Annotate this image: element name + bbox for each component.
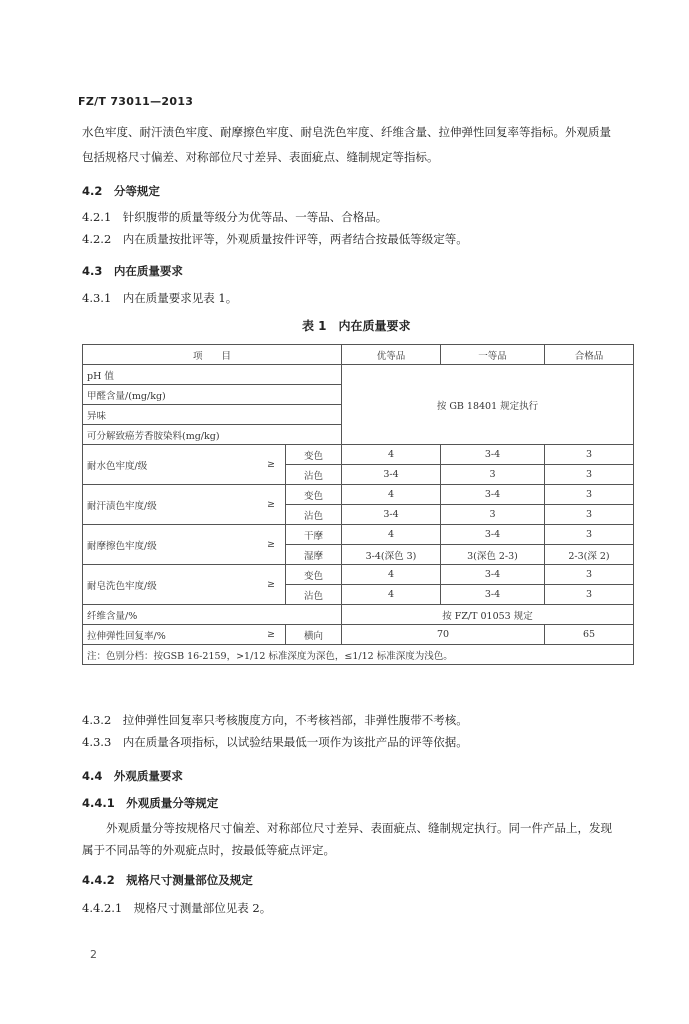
value-cell: 2-3(深 2) (545, 545, 634, 565)
clause-number: 4.3.3 (82, 735, 112, 749)
value-cell: 3 (545, 465, 634, 485)
intro-line-2: 包括规格尺寸偏差、对称部位尺寸差异、表面疵点、缝制规定等指标。 (82, 150, 439, 164)
value-cell: 3 (545, 565, 634, 585)
value-cell: 4 (342, 525, 441, 545)
row-label-soap: 耐皂洗色牢度/级 (83, 565, 257, 605)
section-4-3-heading (82, 263, 183, 279)
value-cell: 3 (545, 525, 634, 545)
clause-number: 4.2.2 (82, 232, 112, 246)
clause-4-2-2 (82, 231, 468, 247)
value-cell: 4 (342, 565, 441, 585)
table-row (83, 625, 634, 645)
sub-label: 变色 (285, 445, 341, 465)
clause-text: 拉伸弹性回复率只考核腹度方向，不考核裆部，非弹性腹带不考核。 (122, 713, 468, 727)
row-label-odor: 异味 (83, 405, 342, 425)
value-cell: 4 (342, 485, 441, 505)
value-cell: 3-4 (441, 485, 545, 505)
section-number: 4.4 (82, 769, 103, 783)
para-4-4-1-line-2: 属于不同品等的外观疵点时，按最低等疵点评定。 (82, 843, 335, 857)
section-title: 外观质量要求 (113, 769, 183, 783)
section-4-2-heading (82, 183, 160, 199)
value-cell: 3-4(深色 3) (342, 545, 441, 565)
ge-sign: ≥ (257, 485, 286, 525)
sub-label: 沾色 (285, 585, 341, 605)
header-grade-2: 一等品 (441, 345, 545, 365)
clause-text: 规格尺寸测量部位见表 2。 (133, 901, 272, 915)
value-cell: 70 (342, 625, 545, 645)
section-title: 规格尺寸测量部位及规定 (126, 873, 253, 887)
quality-table (82, 344, 634, 665)
clause-4-3-1 (82, 290, 237, 306)
value-cell: 4 (342, 445, 441, 465)
row-label-elastic: 拉伸弹性回复率/% (83, 625, 257, 645)
header-item: 项 目 (83, 345, 342, 365)
value-cell: 3 (545, 485, 634, 505)
standard-code: FZ/T 73011—2013 (78, 95, 194, 108)
intro-line-1: 水色牢度、耐汗渍色牢度、耐摩擦色牢度、耐皂洗色牢度、纤维含量、拉伸弹性回复率等指标。外观质量 (82, 125, 611, 139)
sub-label: 湿摩 (285, 545, 341, 565)
clause-number: 4.2.1 (82, 210, 112, 224)
clause-number: 4.3.1 (82, 291, 112, 305)
value-cell: 3 (441, 505, 545, 525)
value-cell: 3 (545, 505, 634, 525)
table-header-row (83, 345, 634, 365)
clause-text: 内在质量各项指标，以试验结果最低一项作为该批产品的评等依据。 (122, 735, 468, 749)
clause-text: 内在质量按批评等，外观质量按件评等，两者结合按最低等级定等。 (122, 232, 468, 246)
sub-label: 干摩 (285, 525, 341, 545)
fiber-rule-cell: 按 FZ/T 01053 规定 (342, 605, 634, 625)
value-cell: 3-4 (441, 585, 545, 605)
value-cell: 3-4 (342, 505, 441, 525)
section-number: 4.3 (82, 264, 103, 278)
row-label-fiber: 纤维含量/% (83, 605, 342, 625)
value-cell: 3 (545, 585, 634, 605)
ge-sign: ≥ (257, 625, 286, 645)
row-label-rub: 耐摩擦色牢度/级 (83, 525, 257, 565)
clause-4-3-2 (82, 712, 468, 728)
section-4-4-heading (82, 768, 183, 784)
clause-4-3-3 (82, 734, 468, 750)
header-grade-1: 优等品 (342, 345, 441, 365)
table-row (83, 485, 634, 505)
sub-label: 沾色 (285, 465, 341, 485)
clause-text: 内在质量要求见表 1。 (122, 291, 238, 305)
table-note: 注：色别分档：按GSB 16-2159，>1/12 标准深度为深色，≤1/12 标准深度为浅色。 (83, 645, 634, 665)
section-number: 4.4.1 (82, 796, 115, 810)
row-label-ph: pH 值 (83, 365, 342, 385)
page-number: 2 (90, 948, 97, 961)
value-cell: 3-4 (441, 445, 545, 465)
para-4-4-1-line-1: 外观质量分等按规格尺寸偏差、对称部位尺寸差异、表面疵点、缝制规定执行。同一件产品上，发现 (106, 821, 612, 835)
section-4-4-2-heading (82, 872, 253, 888)
gb-rule-cell: 按 GB 18401 规定执行 (342, 365, 634, 445)
table-row (83, 445, 634, 465)
table-row (83, 525, 634, 545)
value-cell: 4 (342, 585, 441, 605)
table-note-row (83, 645, 634, 665)
header-grade-3: 合格品 (545, 345, 634, 365)
section-title: 外观质量分等规定 (126, 796, 219, 810)
sub-label: 沾色 (285, 505, 341, 525)
clause-number: 4.4.2.1 (82, 901, 123, 915)
row-label-sweat: 耐汗渍色牢度/级 (83, 485, 257, 525)
ge-sign: ≥ (257, 565, 286, 605)
row-label-water: 耐水色牢度/级 (83, 445, 257, 485)
sub-label: 横向 (285, 625, 341, 645)
section-4-4-1-heading (82, 795, 218, 811)
value-cell: 3 (545, 445, 634, 465)
clause-text: 针织腹带的质量等级分为优等品、一等品、合格品。 (122, 210, 388, 224)
ge-sign: ≥ (257, 525, 286, 565)
ge-sign: ≥ (257, 445, 286, 485)
value-cell: 3 (441, 465, 545, 485)
value-cell: 3-4 (342, 465, 441, 485)
row-label-formaldehyde: 甲醛含量/(mg/kg) (83, 385, 342, 405)
sub-label: 变色 (285, 565, 341, 585)
section-title: 内在质量要求 (113, 264, 183, 278)
value-cell: 3(深色 2-3) (441, 545, 545, 565)
value-cell: 65 (545, 625, 634, 645)
table-row (83, 365, 634, 385)
table-row (83, 565, 634, 585)
section-title: 分等规定 (113, 184, 160, 198)
section-number: 4.2 (82, 184, 103, 198)
row-label-amine: 可分解致癌芳香胺染料(mg/kg) (83, 425, 342, 445)
value-cell: 3-4 (441, 525, 545, 545)
clause-4-4-2-1 (82, 900, 271, 916)
clause-number: 4.3.2 (82, 713, 112, 727)
section-number: 4.4.2 (82, 873, 115, 887)
table-row (83, 605, 634, 625)
sub-label: 变色 (285, 485, 341, 505)
value-cell: 3-4 (441, 565, 545, 585)
clause-4-2-1 (82, 209, 387, 225)
table-caption: 表 1 内在质量要求 (302, 319, 411, 333)
